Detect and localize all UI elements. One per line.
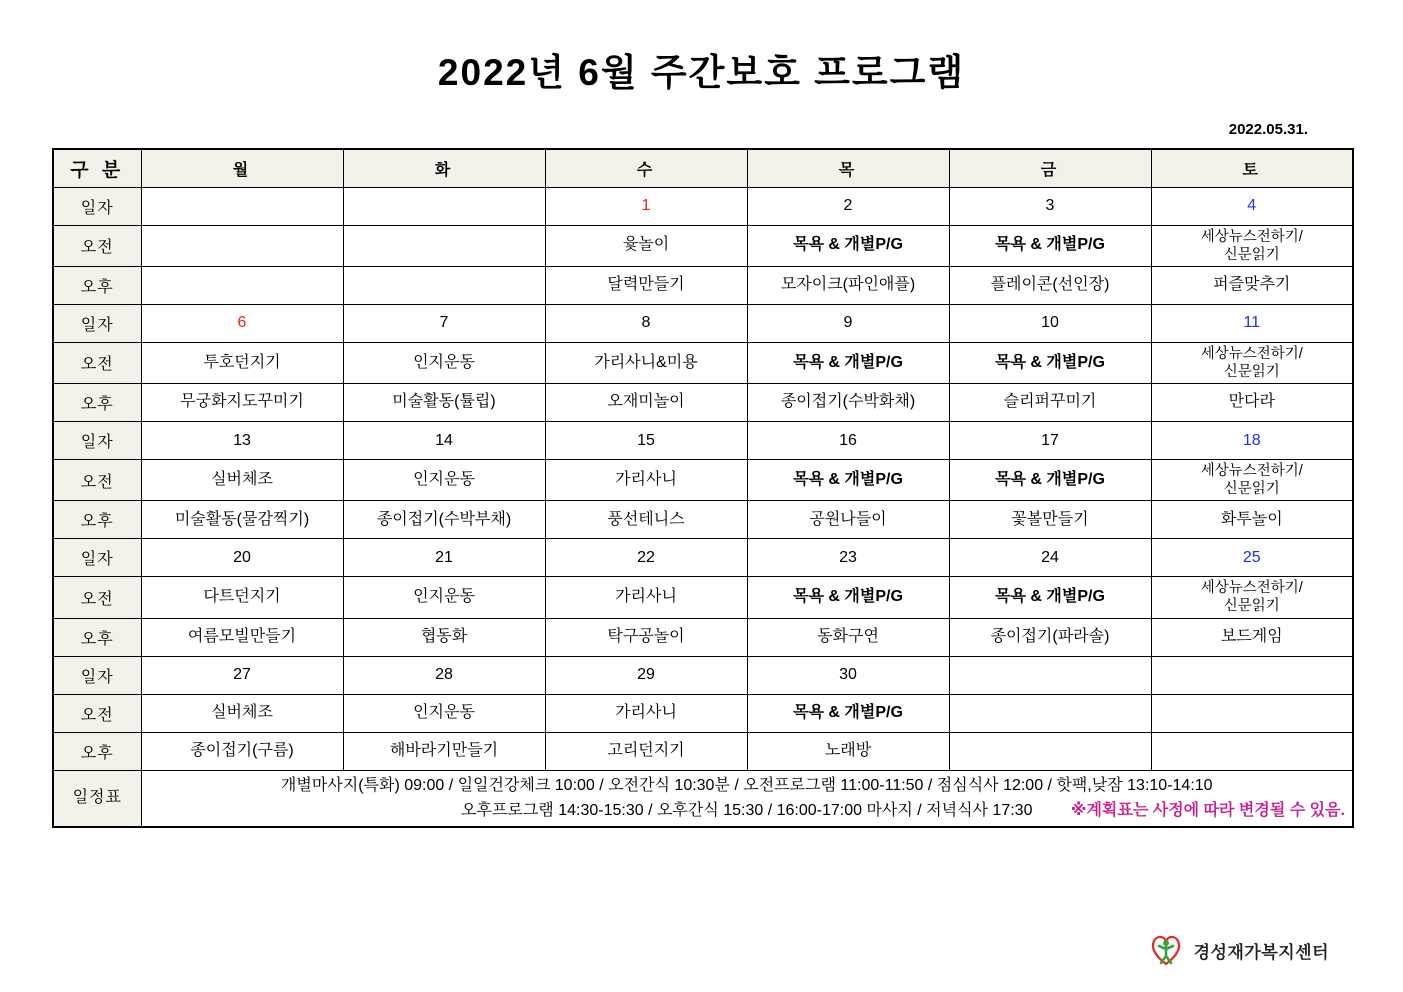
morning-program-cell: 가리사니 xyxy=(545,577,747,618)
morning-program-cell: 인지운동 xyxy=(343,577,545,618)
date-cell xyxy=(949,656,1151,694)
row-label-afternoon: 오후 xyxy=(53,732,141,770)
date-cell: 22 xyxy=(545,539,747,577)
morning-program-cell: 세상뉴스전하기/ 신문읽기 xyxy=(1151,342,1353,383)
footer-row xyxy=(53,770,1353,827)
organization-branding xyxy=(1146,930,1329,970)
morning-program-cell: 투호던지기 xyxy=(141,342,343,383)
morning-program-cell: 인지운동 xyxy=(343,460,545,501)
afternoon-program-cell: 무궁화지도꾸미기 xyxy=(141,384,343,422)
morning-program-cell: 목욕 & 개별P/G xyxy=(949,577,1151,618)
afternoon-program-cell: 탁구공놀이 xyxy=(545,618,747,656)
afternoon-program-cell: 동화구연 xyxy=(747,618,949,656)
afternoon-program-cell: 협동화 xyxy=(343,618,545,656)
afternoon-program-cell: 공원나들이 xyxy=(747,501,949,539)
morning-program-cell: 세상뉴스전하기/ 신문읽기 xyxy=(1151,225,1353,266)
footer-schedule-text xyxy=(141,770,1353,827)
footer-line-2-wrapper xyxy=(145,798,1350,824)
morning-program-cell xyxy=(141,225,343,266)
afternoon-program-cell: 종이접기(파라솔) xyxy=(949,618,1151,656)
afternoon-program-cell xyxy=(949,732,1151,770)
schedule-morning-row xyxy=(53,225,1353,266)
morning-program-cell: 목욕 & 개별P/G xyxy=(949,342,1151,383)
schedule-date-row xyxy=(53,304,1353,342)
schedule-afternoon-row xyxy=(53,501,1353,539)
date-cell: 2 xyxy=(747,187,949,225)
morning-program-cell: 윷놀이 xyxy=(545,225,747,266)
afternoon-program-cell: 달력만들기 xyxy=(545,266,747,304)
afternoon-program-cell: 노래방 xyxy=(747,732,949,770)
date-cell xyxy=(141,187,343,225)
morning-program-cell: 목욕 & 개별P/G xyxy=(747,577,949,618)
date-cell: 3 xyxy=(949,187,1151,225)
morning-program-cell: 목욕 & 개별P/G xyxy=(949,460,1151,501)
schedule-date-row xyxy=(53,422,1353,460)
schedule-date-row xyxy=(53,656,1353,694)
afternoon-program-cell: 보드게임 xyxy=(1151,618,1353,656)
afternoon-program-cell: 플레이콘(선인장) xyxy=(949,266,1151,304)
row-label-morning: 오전 xyxy=(53,694,141,732)
date-cell: 30 xyxy=(747,656,949,694)
header-corner-label: 구 분 xyxy=(53,149,141,187)
afternoon-program-cell xyxy=(343,266,545,304)
row-label-morning: 오전 xyxy=(53,225,141,266)
schedule-morning-row xyxy=(53,342,1353,383)
date-cell: 13 xyxy=(141,422,343,460)
date-cell: 25 xyxy=(1151,539,1353,577)
afternoon-program-cell: 고리던지기 xyxy=(545,732,747,770)
header-day-tue: 화 xyxy=(343,149,545,187)
morning-program-cell: 실버체조 xyxy=(141,460,343,501)
footer-note: ※계획표는 사정에 따라 변경될 수 있음. xyxy=(1070,802,1345,820)
table-header-row xyxy=(53,149,1353,187)
footer-label: 일정표 xyxy=(53,770,141,827)
row-label-date: 일자 xyxy=(53,304,141,342)
schedule-afternoon-row xyxy=(53,732,1353,770)
date-cell: 17 xyxy=(949,422,1151,460)
header-day-fri: 금 xyxy=(949,149,1151,187)
afternoon-program-cell: 여름모빌만들기 xyxy=(141,618,343,656)
afternoon-program-cell: 오재미놀이 xyxy=(545,384,747,422)
date-cell: 20 xyxy=(141,539,343,577)
issue-date: 2022.05.31. xyxy=(1228,121,1308,138)
date-cell: 27 xyxy=(141,656,343,694)
morning-program-cell: 가리사니&미용 xyxy=(545,342,747,383)
heart-person-logo-icon xyxy=(1146,930,1186,970)
page-title: 2022년 6월 주간보호 프로그램 xyxy=(437,52,966,93)
row-label-morning: 오전 xyxy=(53,577,141,618)
date-cell: 28 xyxy=(343,656,545,694)
date-cell: 21 xyxy=(343,539,545,577)
date-cell: 15 xyxy=(545,422,747,460)
morning-program-cell: 세상뉴스전하기/ 신문읽기 xyxy=(1151,460,1353,501)
schedule-body xyxy=(53,187,1353,770)
afternoon-program-cell: 미술활동(튤립) xyxy=(343,384,545,422)
afternoon-program-cell: 만다라 xyxy=(1151,384,1353,422)
date-cell: 23 xyxy=(747,539,949,577)
schedule-morning-row xyxy=(53,460,1353,501)
footer-line-2: 오후프로그램 14:30-15:30 / 오후간식 15:30 / 16:00-17:00 마사지 / 저녁식사 17:30 xyxy=(461,802,1033,820)
date-cell: 14 xyxy=(343,422,545,460)
row-label-afternoon: 오후 xyxy=(53,384,141,422)
date-cell: 10 xyxy=(949,304,1151,342)
row-label-date: 일자 xyxy=(53,539,141,577)
morning-program-cell: 다트던지기 xyxy=(141,577,343,618)
morning-program-cell: 가리사니 xyxy=(545,460,747,501)
morning-program-cell: 목욕 & 개별P/G xyxy=(747,460,949,501)
morning-program-cell: 인지운동 xyxy=(343,694,545,732)
row-label-date: 일자 xyxy=(53,656,141,694)
monthly-schedule-table xyxy=(52,148,1354,828)
afternoon-program-cell: 화투놀이 xyxy=(1151,501,1353,539)
row-label-date: 일자 xyxy=(53,187,141,225)
date-cell: 16 xyxy=(747,422,949,460)
date-cell: 9 xyxy=(747,304,949,342)
schedule-afternoon-row xyxy=(53,618,1353,656)
afternoon-program-cell: 종이접기(수박부채) xyxy=(343,501,545,539)
morning-program-cell: 목욕 & 개별P/G xyxy=(747,225,949,266)
afternoon-program-cell: 슬리퍼꾸미기 xyxy=(949,384,1151,422)
header-day-mon: 월 xyxy=(141,149,343,187)
morning-program-cell: 세상뉴스전하기/ 신문읽기 xyxy=(1151,577,1353,618)
schedule-date-row xyxy=(53,187,1353,225)
row-label-morning: 오전 xyxy=(53,342,141,383)
morning-program-cell xyxy=(1151,694,1353,732)
header-day-sat: 토 xyxy=(1151,149,1353,187)
morning-program-cell: 인지운동 xyxy=(343,342,545,383)
afternoon-program-cell: 종이접기(수박화채) xyxy=(747,384,949,422)
row-label-afternoon: 오후 xyxy=(53,618,141,656)
afternoon-program-cell: 퍼즐맞추기 xyxy=(1151,266,1353,304)
schedule-table-wrapper xyxy=(0,138,1403,828)
afternoon-program-cell: 종이접기(구름) xyxy=(141,732,343,770)
afternoon-program-cell xyxy=(1151,732,1353,770)
date-cell: 1 xyxy=(545,187,747,225)
row-label-morning: 오전 xyxy=(53,460,141,501)
schedule-morning-row xyxy=(53,577,1353,618)
morning-program-cell: 가리사니 xyxy=(545,694,747,732)
header-day-thu: 목 xyxy=(747,149,949,187)
morning-program-cell: 목욕 & 개별P/G xyxy=(747,694,949,732)
schedule-morning-row xyxy=(53,694,1353,732)
afternoon-program-cell: 미술활동(물감찍기) xyxy=(141,501,343,539)
row-label-date: 일자 xyxy=(53,422,141,460)
afternoon-program-cell: 풍선테니스 xyxy=(545,501,747,539)
schedule-afternoon-row xyxy=(53,266,1353,304)
morning-program-cell: 목욕 & 개별P/G xyxy=(949,225,1151,266)
afternoon-program-cell: 모자이크(파인애플) xyxy=(747,266,949,304)
date-cell: 4 xyxy=(1151,187,1353,225)
schedule-date-row xyxy=(53,539,1353,577)
afternoon-program-cell xyxy=(141,266,343,304)
date-cell xyxy=(343,187,545,225)
header-day-wed: 수 xyxy=(545,149,747,187)
date-cell: 6 xyxy=(141,304,343,342)
date-cell: 8 xyxy=(545,304,747,342)
date-cell: 29 xyxy=(545,656,747,694)
morning-program-cell xyxy=(343,225,545,266)
footer-line-1: 개별마사지(특화) 09:00 / 일일건강체크 10:00 / 오전간식 10:30분 / 오전프로그램 11:00-11:50 / 점심식사 12:00 / 핫팩,낮잠 13:10-14:10 xyxy=(280,776,1213,794)
morning-program-cell: 목욕 & 개별P/G xyxy=(747,342,949,383)
afternoon-program-cell: 꽃볼만들기 xyxy=(949,501,1151,539)
date-cell: 24 xyxy=(949,539,1151,577)
organization-name: 경성재가복지센터 xyxy=(1193,942,1329,962)
date-cell: 18 xyxy=(1151,422,1353,460)
row-label-afternoon: 오후 xyxy=(53,266,141,304)
date-cell xyxy=(1151,656,1353,694)
date-cell: 7 xyxy=(343,304,545,342)
row-label-afternoon: 오후 xyxy=(53,501,141,539)
afternoon-program-cell: 해바라기만들기 xyxy=(343,732,545,770)
morning-program-cell xyxy=(949,694,1151,732)
schedule-afternoon-row xyxy=(53,384,1353,422)
morning-program-cell: 실버체조 xyxy=(141,694,343,732)
date-cell: 11 xyxy=(1151,304,1353,342)
